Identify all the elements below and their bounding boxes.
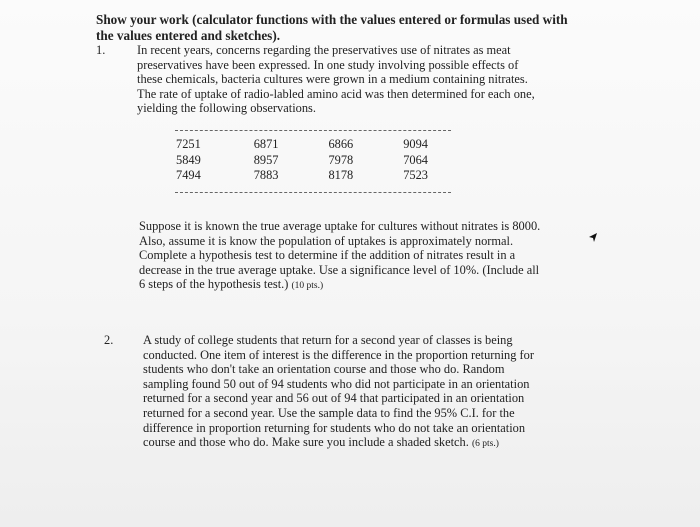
- q2-line: course and those who do. Make sure you include a shaded sketch.: [143, 435, 469, 450]
- table-cell: 7494: [176, 168, 201, 182]
- question-1-task: [139, 219, 599, 294]
- table-bottom-divider: [175, 192, 451, 193]
- q1-task-line: Suppose it is known the true average uptake for cultures without nitrates is 8000.: [139, 219, 541, 233]
- question-2-number: 2.: [104, 333, 114, 347]
- q2-line: conducted. One item of interest is the difference in the proportion returning for: [143, 347, 534, 362]
- table-row: [175, 137, 451, 153]
- q2-points: (6 pts.): [471, 439, 499, 450]
- q2-line: difference in proportion returning for students who do not take an orientation: [143, 420, 526, 435]
- table-cell: 7251: [176, 137, 201, 151]
- q2-line: students who don't take an orientation course and those who do. Random: [143, 362, 505, 377]
- q1-task-line: Complete a hypothesis test to determine if the addition of nitrates result in a: [139, 248, 516, 263]
- table-top-divider: [175, 130, 451, 131]
- q1-intro-line: these chemicals, bacteria cultures were grown in a medium containing nitrates.: [137, 72, 528, 87]
- table-row: [175, 168, 451, 184]
- mouse-cursor-icon: [587, 232, 599, 244]
- q2-line: A study of college students that return for a second year of classes is being: [143, 333, 513, 347]
- table-cell: 7064: [403, 152, 428, 167]
- q1-intro-line: yielding the following observations.: [137, 101, 316, 116]
- table-row: [175, 153, 451, 169]
- q1-task-line: 6 steps of the hypothesis test.): [139, 277, 289, 292]
- q1-intro-line: preservatives have been expressed. In one study involving possible effects of: [137, 57, 519, 72]
- q2-line: returned for a second year. Use the sample data to find the 95% C.I. for the: [143, 405, 515, 420]
- observations-table: [175, 137, 451, 184]
- q1-points: (10 pts.): [291, 281, 324, 292]
- q1-task-line: decrease in the true average uptake. Use a significance level of 10%. (Include all: [139, 262, 540, 277]
- table-cell: 9094: [403, 137, 428, 151]
- table-cell: 8178: [328, 168, 354, 182]
- table-cell: 6866: [328, 137, 354, 151]
- instructions-heading: Show your work (calculator functions with the values entered or formulas used with the values entered and sketches).: [96, 12, 568, 43]
- table-cell: 7523: [403, 168, 428, 182]
- table-cell: 7978: [328, 152, 354, 167]
- q1-task-line-last: [139, 277, 599, 294]
- table-cell: 8957: [253, 152, 279, 167]
- table-cell: 6871: [253, 137, 279, 151]
- q2-line: sampling found 50 out of 94 students who did not participate in an orientation: [143, 376, 530, 391]
- question-2-text: [143, 333, 603, 452]
- table-cell: 5849: [176, 152, 201, 167]
- q1-intro-line: In recent years, concerns regarding the preservatives use of nitrates as meat: [137, 43, 511, 57]
- table-cell: 7883: [253, 168, 279, 182]
- q2-line: returned for a second year and 56 out of 94 that participated in an orientation: [143, 391, 525, 406]
- question-1-number: 1.: [96, 43, 106, 57]
- q1-intro-line: The rate of uptake of radio-labled amino acid was then determined for each one,: [137, 86, 535, 101]
- q2-line-last: [143, 435, 603, 452]
- question-1-intro: [137, 43, 597, 116]
- q1-task-line: Also, assume it is know the population of uptakes is approximately normal.: [139, 233, 514, 248]
